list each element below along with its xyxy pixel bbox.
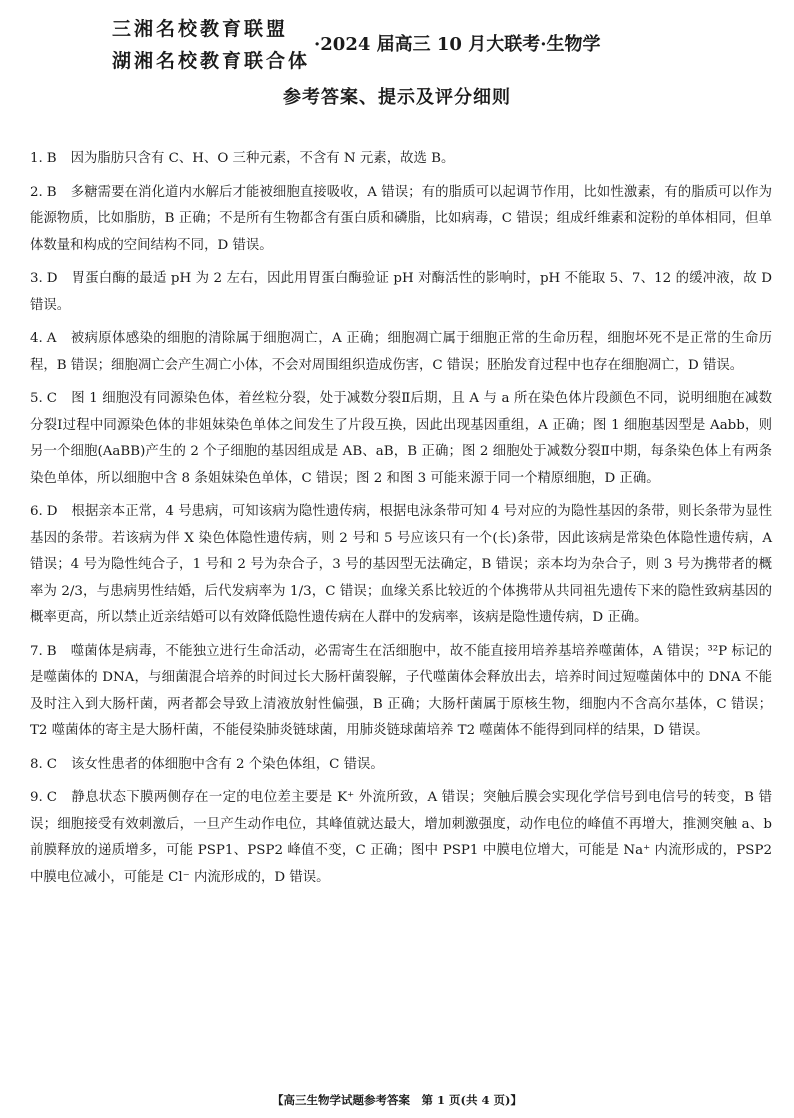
document-header	[112, 14, 712, 74]
item-explanation: 图 1 细胞没有同源染色体，着丝粒分裂，处于减数分裂Ⅱ后期，且 A 与 a 所在染色体片段颜色不同，说明细胞在减数分裂Ⅰ过程中同源染色体的非姐妹染色单体之间发生了片段互换，因此出现基因重组，A 正确；图 1 细胞基因型是 Aabb，则另一个细胞(AaBB)产生的 2 个子细胞的基因组成是 AB、aB，B 正确；图 2 细胞处于减数分裂Ⅱ中期，每条染色体上有两条染色单体，所以细胞中含 8 条姐妹染色单体，C 错误；图 2 和图 3 可能来源于同一个精原细胞，D 正确。	[30, 391, 772, 486]
item-explanation: 因为脂肪只含有 C、H、O 三种元素，不含有 N 元素，故选 B。	[70, 151, 455, 166]
answer-item-7	[30, 639, 772, 745]
organizer-name-1: 三湘名校教育联盟	[112, 18, 289, 40]
document-subtitle: 参考答案、提示及评分细则	[283, 87, 511, 108]
item-answer: B	[46, 643, 57, 659]
exam-title: ·2024 届高三 10 月大联考·生物学	[314, 34, 601, 55]
item-answer: D	[46, 504, 58, 519]
item-answer: A	[46, 331, 57, 346]
answer-item-2	[30, 180, 772, 260]
answer-item-9	[30, 785, 772, 891]
answer-item-1	[30, 146, 772, 173]
item-answer: C	[46, 790, 58, 805]
item-number: 1.	[30, 151, 43, 166]
item-explanation: 多糖需要在消化道内水解后才能被细胞直接吸收，A 错误；有的脂质可以起调节作用，比如性激素，有的脂质可以作为能源物质，比如脂肪，B 正确；不是所有生物都含有蛋白质和磷脂，比如病毒，C 错误；组成纤维素和淀粉的单体相同，但单体数量和构成的空间结构不同，D 错误。	[30, 184, 772, 253]
item-answer: D	[46, 271, 58, 286]
item-number: 7.	[30, 643, 43, 659]
item-number: 2.	[30, 184, 43, 200]
item-answer: C	[46, 391, 58, 406]
item-number: 4.	[30, 331, 43, 346]
answer-item-5	[30, 386, 772, 492]
item-number: 6.	[30, 504, 43, 519]
answer-list	[30, 146, 772, 898]
organizer-name-2: 湖湘名校教育联合体	[112, 50, 311, 72]
page-footer: 【高三生物学试题参考答案 第 1 页(共 4 页)】	[272, 1093, 522, 1107]
item-number: 9.	[30, 790, 43, 805]
item-explanation: 静息状态下膜两侧存在一定的电位差主要是 K⁺ 外流所致，A 错误；突触后膜会实现化学信号到电信号的转变，B 错误；细胞接受有效刺激后，一旦产生动作电位，其峰值就达最大，增加刺激强度，动作电位的峰值不再增大，推测突触 a、b 前膜释放的递质增多，可能 PSP1、PSP2 峰值不变，C 正确；图中 PSP1 中膜电位增大，可能是 Na⁺ 内流形成的，PSP2 中膜电位减小，可能是 Cl⁻ 内流形成的，D 错误。	[30, 790, 772, 885]
item-answer: B	[46, 151, 57, 166]
item-number: 5.	[30, 391, 43, 406]
item-explanation: 被病原体感染的细胞的清除属于细胞凋亡，A 正确；细胞凋亡属于细胞正常的生命历程，细胞坏死不是正常的生命历程，B 错误；细胞凋亡会产生凋亡小体，不会对周围组织造成伤害，C 错误；胚胎发育过程中也存在细胞凋亡，D 错误。	[30, 331, 772, 373]
item-answer: C	[46, 756, 58, 772]
item-number: 8.	[30, 756, 43, 772]
item-explanation: 该女性患者的体细胞中含有 2 个染色体组，C 错误。	[71, 756, 384, 772]
answer-item-6	[30, 499, 772, 632]
answer-item-4	[30, 326, 772, 379]
answer-item-3	[30, 266, 772, 319]
item-explanation: 噬菌体是病毒，不能独立进行生命活动，必需寄生在活细胞中，故不能直接用培养基培养噬菌体，A 错误；³²P 标记的是噬菌体的 DNA，与细菌混合培养的时间过长大肠杆菌裂解，子代噬菌体会释放出去，培养时间过短噬菌体中的 DNA 不能及时注入到大肠杆菌，两者都会导致上清液放射性偏强，B 正确；大肠杆菌属于原核生物，细胞内不含高尔基体，C 错误；T2 噬菌体的寄主是大肠杆菌，不能侵染肺炎链球菌，用肺炎链球菌培养 T2 噬菌体不能得到同样的结果，D 错误。	[30, 643, 772, 738]
item-explanation: 胃蛋白酶的最适 pH 为 2 左右，因此用胃蛋白酶验证 pH 对酶活性的影响时，pH 不能取 5、7、12 的缓冲液，故 D 错误。	[30, 271, 772, 313]
item-answer: B	[46, 184, 57, 200]
item-number: 3.	[30, 271, 43, 286]
answer-item-8	[30, 752, 772, 779]
item-explanation: 根据亲本正常，4 号患病，可知该病为隐性遗传病，根据电泳条带可知 4 号对应的为隐性基因的条带，则长条带为显性基因的条带。若该病为伴 X 染色体隐性遗传病，则 2 号和 5 号应该只有一个(长)条带，因此该病是常染色体隐性遗传病，A 错误；4 号为隐性纯合子，1 号和 2 号为杂合子，3 号的基因型无法确定，B 错误；亲本均为杂合子，则 3 号为携带者的概率为 2/3，与患病男性结婚，后代发病率为 1/3，C 错误；血缘关系比较近的个体携带从共同祖先遗传下来的隐性致病基因的概率更高，所以禁止近亲结婚可以有效降低隐性遗传病在人群中的发病率，该病是隐性遗传病，D 正确。	[30, 504, 772, 625]
